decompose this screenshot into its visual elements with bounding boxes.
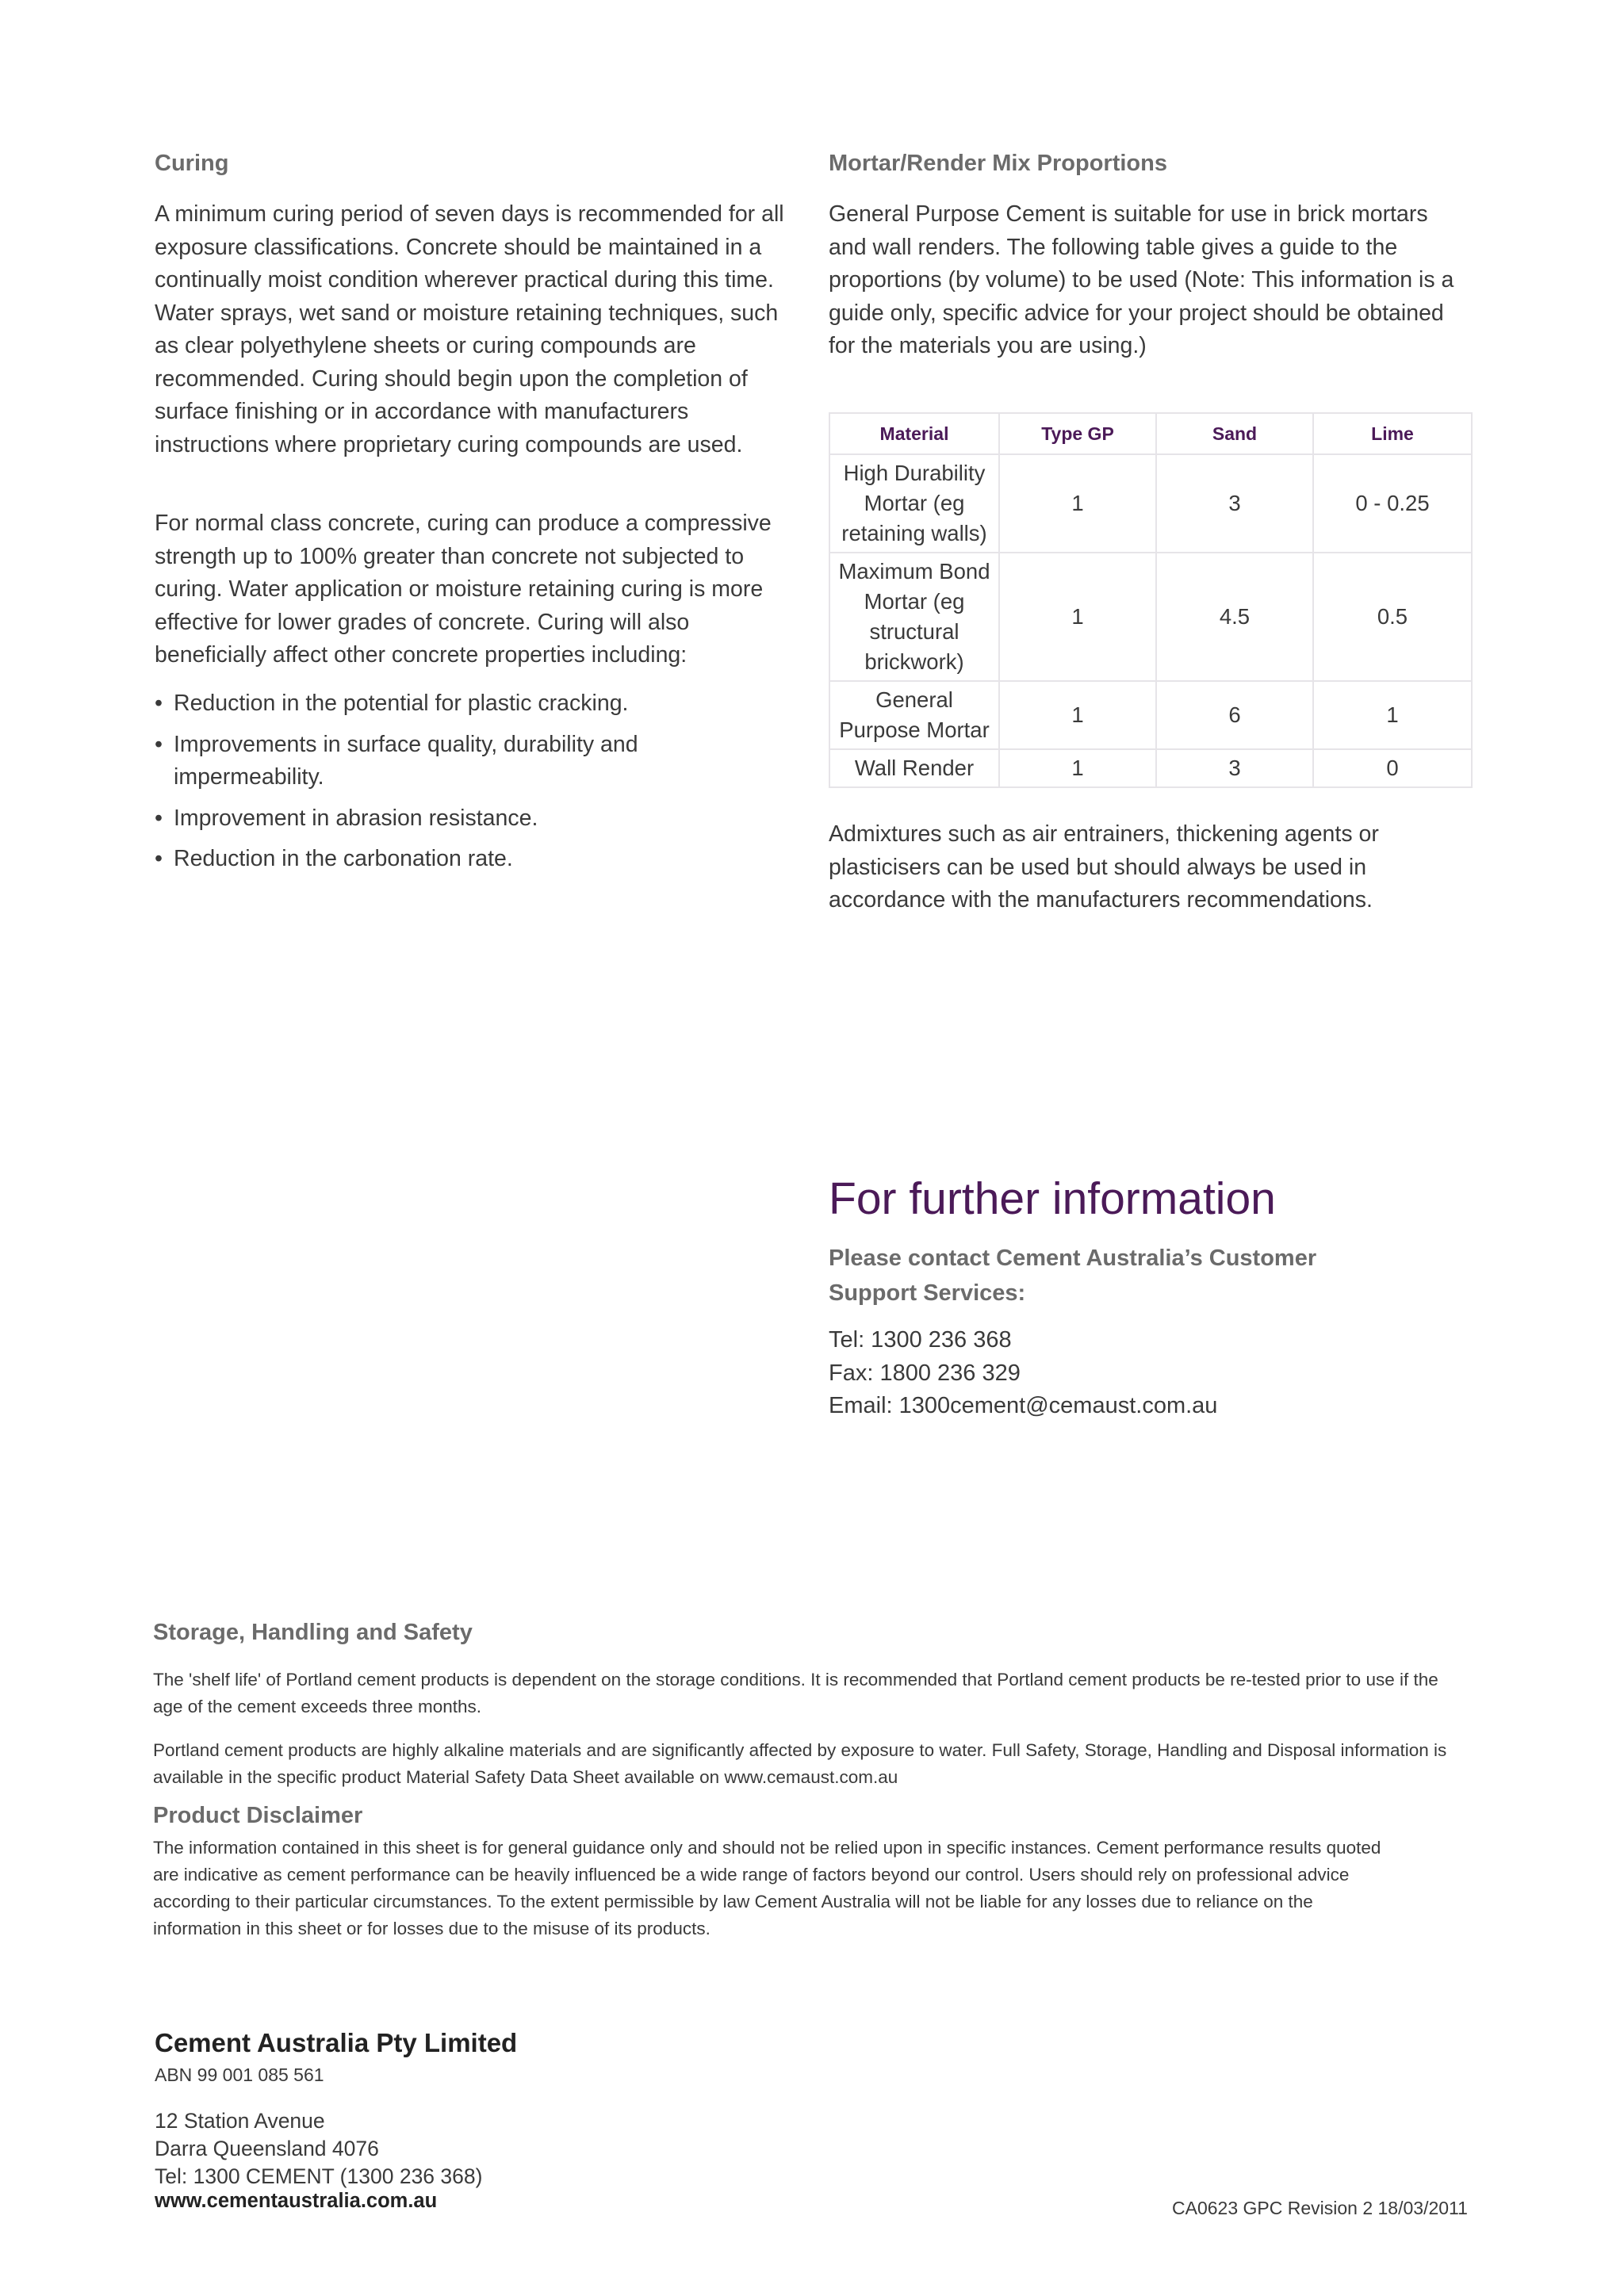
table-row xyxy=(829,454,1472,553)
contact-details xyxy=(829,1324,1217,1423)
table-cell: 6 xyxy=(1156,681,1313,749)
table-cell: 4.5 xyxy=(1156,553,1313,681)
curing-paragraph-2: For normal class concrete, curing can produce a compressive strength up to 100% greater than concrete not subjected to curing. Water application or moisture retaining curing is more effective for lower grades of concrete. Curing will also beneficially affect other concrete properties including: xyxy=(155,511,772,668)
list-item: • Improvement in abrasion resistance. xyxy=(155,802,710,836)
table-cell: 1 xyxy=(999,749,1156,787)
mortar-heading: Mortar/Render Mix Proportions xyxy=(829,151,1167,176)
admixtures-note: Admixtures such as air entrainers, thickening agents or plasticisers can be used but should always be used in accordance with the manufacturers recommendations. xyxy=(829,821,1379,913)
table-cell: General Purpose Mortar xyxy=(829,681,999,749)
further-info-title: For further information xyxy=(829,1173,1276,1224)
table-cell: High Durability Mortar (eg retaining walls) xyxy=(829,454,999,553)
curing-heading: Curing xyxy=(155,151,229,176)
revision-label: CA0623 GPC Revision 2 18/03/2011 xyxy=(1172,2198,1468,2218)
table-cell: Wall Render xyxy=(829,749,999,787)
table-cell: 3 xyxy=(1156,749,1313,787)
table-cell: 1 xyxy=(1313,681,1472,749)
table-cell: Maximum Bond Mortar (eg structural brickwork) xyxy=(829,553,999,681)
storage-paragraph-1: The 'shelf life' of Portland cement products is dependent on the storage conditions. It is recommended that Portland cement products be re-tested prior to use if the age of the cement exceeds three months. xyxy=(153,1670,1438,1716)
contact-subtitle xyxy=(829,1241,1316,1311)
storage-paragraph-2: Portland cement products are highly alkaline materials and are significantly affected by exposure to water. Full Safety, Storage, Handling and Disposal information is available in the specific product Material Safety Data Sheet available on www.cemaust.com.au xyxy=(153,1740,1447,1787)
mortar-intro: General Purpose Cement is suitable for use in brick mortars and wall renders. The following table gives a guide to the proportions (by volume) to be used (Note: This information is a guide only, specific advice for your project should be obtained for the materials you are using.) xyxy=(829,201,1454,358)
table-cell: 3 xyxy=(1156,454,1313,553)
table-row xyxy=(829,681,1472,749)
disclaimer-text: The information contained in this sheet is for general guidance only and should not be relied upon in specific instances. Cement performance results quoted are indicative as cement performance can be heavily influenced be a wide range of factors beyond our control. Users should rely on professional advice according to their particular circumstances. To the extent permissible by law Cement Australia will not be liable for any losses due to reliance on the information in this sheet or for losses due to the misuse of its products. xyxy=(153,1838,1381,1938)
column-header-type-gp: Type GP xyxy=(999,413,1156,454)
contact-subtitle-line-1: Please contact Cement Australia’s Customer xyxy=(829,1246,1317,1271)
company-abn: ABN 99 001 085 561 xyxy=(155,2064,324,2085)
column-header-material: Material xyxy=(829,413,999,454)
table-header-row xyxy=(829,413,1472,454)
contact-subtitle-line-2: Support Services: xyxy=(829,1280,1026,1306)
list-item: • Reduction in the potential for plastic cracking. xyxy=(155,687,710,721)
curing-paragraph-1: A minimum curing period of seven days is recommended for all exposure classifications. Concrete should be maintained in a continually moist condition wherever practical during this time. Water sprays, wet sand or moisture retaining techniques, such as clear polyethylene sheets or curing compounds are recommended. Curing should begin upon the completion of surface finishing or in accordance with manufacturers instructions where proprietary curing compounds are used. xyxy=(155,201,784,457)
company-tel: Tel: 1300 CEMENT (1300 236 368) xyxy=(155,2164,483,2188)
table-cell: 0 xyxy=(1313,749,1472,787)
table-cell: 0.5 xyxy=(1313,553,1472,681)
curing-benefits-list xyxy=(155,687,710,884)
mix-proportions-table xyxy=(829,412,1473,788)
address-line-2: Darra Queensland 4076 xyxy=(155,2137,379,2160)
address-line-1: 12 Station Avenue xyxy=(155,2109,325,2133)
table-cell: 1 xyxy=(999,454,1156,553)
list-item: • Improvements in surface quality, durability and impermeability. xyxy=(155,729,710,794)
disclaimer-heading: Product Disclaimer xyxy=(153,1803,363,1828)
storage-heading: Storage, Handling and Safety xyxy=(153,1620,473,1645)
column-header-lime: Lime xyxy=(1313,413,1472,454)
company-website-link[interactable]: www.cementaustralia.com.au xyxy=(155,2190,438,2212)
table-cell: 0 - 0.25 xyxy=(1313,454,1472,553)
table-cell: 1 xyxy=(999,553,1156,681)
contact-fax: Fax: 1800 236 329 xyxy=(829,1360,1021,1386)
contact-tel: Tel: 1300 236 368 xyxy=(829,1327,1012,1353)
table-row xyxy=(829,749,1472,787)
column-header-sand: Sand xyxy=(1156,413,1313,454)
list-item: • Reduction in the carbonation rate. xyxy=(155,843,710,876)
table-cell: 1 xyxy=(999,681,1156,749)
company-address xyxy=(155,2107,482,2191)
company-name: Cement Australia Pty Limited xyxy=(155,2028,518,2057)
contact-email: Email: 1300cement@cemaust.com.au xyxy=(829,1393,1218,1418)
table-row xyxy=(829,553,1472,681)
